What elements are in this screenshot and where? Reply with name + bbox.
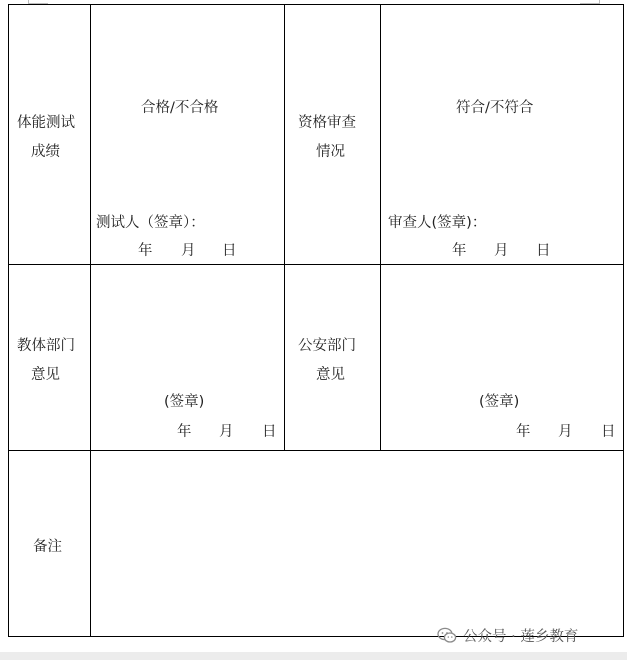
row-divider (8, 264, 624, 265)
date-day: 日 (601, 424, 616, 440)
reviewer-date (0, 243, 620, 259)
label-test-line1: 体能测试 (17, 115, 75, 131)
date-month: 月 (558, 424, 573, 440)
date-day: 日 (262, 424, 277, 440)
table-border-left (8, 4, 9, 637)
date-month: 月 (219, 424, 234, 440)
label-edu-line1: 教体部门 (17, 338, 75, 354)
date-year: 年 (177, 424, 192, 440)
date-month: 月 (494, 243, 509, 259)
test-result-options: 合格/不合格 (141, 100, 219, 116)
police-seal-label: (签章) (479, 394, 520, 410)
column-divider (284, 4, 285, 451)
review-result-options: 符合/不符合 (456, 100, 534, 116)
wechat-icon (437, 627, 457, 644)
label-review-line2: 情况 (316, 144, 345, 160)
row-divider (8, 450, 624, 451)
label-police-line1: 公安部门 (298, 338, 356, 354)
label-police-line2: 意见 (316, 367, 345, 383)
date-year: 年 (452, 243, 467, 259)
label-edu-line2: 意见 (31, 367, 60, 383)
edu-seal-label: (签章) (164, 394, 205, 410)
reviewer-signature-label: 审查人(签章)： (388, 215, 487, 231)
tester-signature-label: 测试人（签章）： (96, 215, 205, 231)
column-divider (90, 4, 91, 637)
table-border-top (8, 4, 624, 5)
date-year: 年 (138, 243, 153, 259)
label-remarks: 备注 (33, 539, 62, 555)
page-bottom-gap (0, 652, 627, 660)
label-review-line1: 资格审查 (298, 115, 356, 131)
police-date (0, 424, 620, 440)
table-border-right (623, 4, 624, 637)
date-month: 月 (181, 243, 196, 259)
column-divider (380, 4, 381, 451)
date-day: 日 (222, 243, 237, 259)
watermark-text: 公众号 · 莲乡教育 (463, 628, 579, 645)
date-day: 日 (536, 243, 551, 259)
date-year: 年 (516, 424, 531, 440)
watermark (437, 624, 578, 646)
label-test-line2: 成绩 (31, 144, 60, 160)
